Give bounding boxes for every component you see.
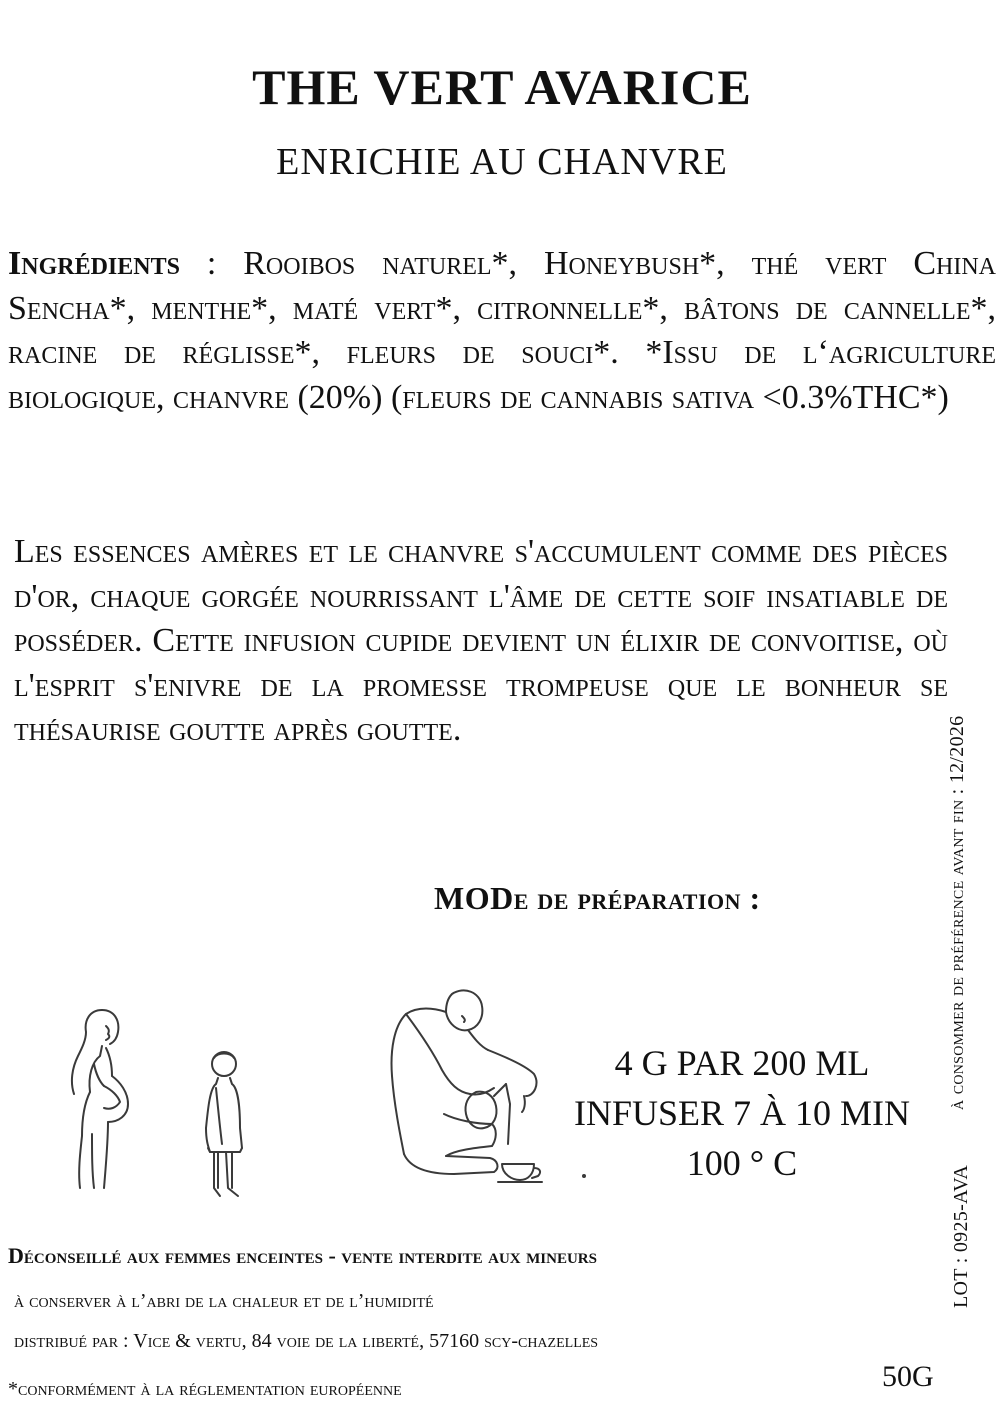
net-weight: 50G xyxy=(882,1360,934,1393)
distributor-info: distribué par : Vice & vertu, 84 voie de la liberté, 57160 scy-chazelles xyxy=(14,1330,599,1352)
best-before-date: à consommer de préférence avant fin : 12/2026 xyxy=(946,715,968,1110)
warning-notice: Déconseillé aux femmes enceintes - vente interdite aux mineurs xyxy=(8,1243,597,1268)
preparation-temperature: 100 ° C xyxy=(686,1143,798,1183)
conformity-note: *conformément à la réglementation européenne xyxy=(8,1378,402,1400)
storage-instructions: à conserver à l’abri de la chaleur et de l’humidité xyxy=(14,1290,434,1312)
preparation-dose: 4 G PAR 200 ML xyxy=(614,1043,870,1083)
preparation-title: MODe de préparation : xyxy=(434,880,761,916)
child-icon xyxy=(200,1048,250,1200)
ingredients-label: Ingrédients xyxy=(8,245,180,282)
product-title: THE VERT AVARICE xyxy=(252,59,752,115)
preparation-infusion: INFUSER 7 À 10 MIN xyxy=(573,1093,911,1133)
preparation-instructions xyxy=(560,1038,924,1188)
ingredients-separator: : xyxy=(179,245,244,282)
ingredients-block xyxy=(8,242,996,420)
pregnant-woman-icon xyxy=(62,1004,142,1194)
ingredients-text: Rooibos naturel*, Honeybush*, thé vert China Sencha*, menthe*, maté vert*, citronnelle*, bâtons de cannelle*, racine de réglisse*, fleurs de souci*. *Issu de l‘agriculture biologique, chanvre (20%) (fleurs de cannabis sativa <0.3%THC*) xyxy=(8,245,996,416)
product-subtitle: ENRICHIE AU CHANVRE xyxy=(276,141,728,183)
lot-number: LOT : 0925-AVA xyxy=(950,1164,972,1308)
person-pouring-tea-icon xyxy=(384,984,594,1192)
product-description: Les essences amères et le chanvre s'accumulent comme des pièces d'or, chaque gorgée nourrissant l'âme de cette soif insatiable de posséder. Cette infusion cupide devient un élixir de convoitise, où l'esprit s'enivre de la promesse trompeuse que le bonheur se thésaurise goutte après goutte. xyxy=(14,533,948,748)
